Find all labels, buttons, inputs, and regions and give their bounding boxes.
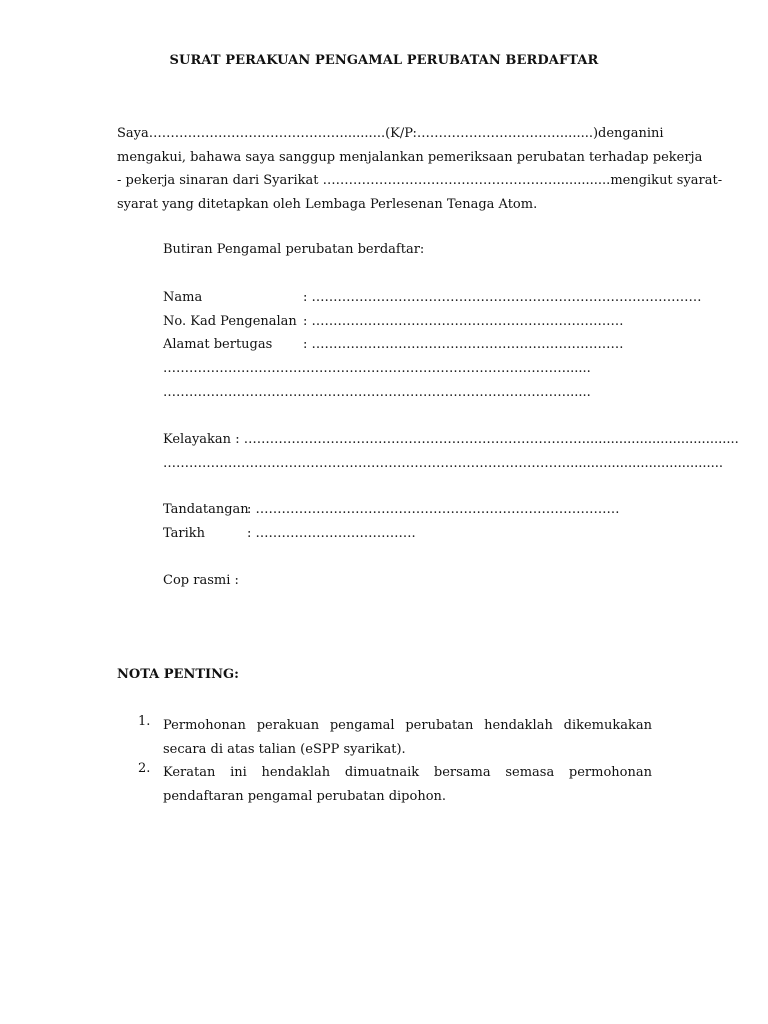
alamat-line-2: …………………………………………………………………………………...... [163,361,591,376]
note-1-text: Permohonan perakuan pengamal perubatan hendaklah dikemukakan secara di atas talian (eSPP syarikat). [163,718,652,757]
nama-blank: : ……………………………………………………………………………… [303,290,702,305]
intro-line-3: - pekerja sinaran dari Syarikat ……………………………………………….............mengikut syarat- [117,173,723,188]
tarikh-blank: : ………………………………. [247,526,416,541]
field-ic [163,314,624,329]
field-tarikh [163,526,416,541]
field-tandatangan [163,502,620,517]
intro-paragraph [117,122,723,216]
tandatangan-blank: : ………………………………………………………………………… [247,502,620,517]
intro-line-4: syarat yang ditetapkan oleh Lembaga Perlesenan Tenaga Atom. [117,196,538,212]
intro-line-1 [117,122,664,146]
kelayakan-line-2: …………………………………………………………………………………...................................... [163,456,724,471]
intro-name-kp-blank: ………………………………………..........(K/P:……………………………........) [148,126,599,141]
tandatangan-label: Tandatangan [163,502,249,517]
document-title: SURAT PERAKUAN PENGAMAL PERUBATAN BERDAFTAR [169,53,599,68]
kelayakan-label: Kelayakan : [163,432,240,447]
note-2-number: 2. [138,761,151,776]
notes-heading: NOTA PENTING: [117,667,239,682]
field-alamat [163,337,624,352]
alamat-blank: : ……………………………………………………………… [303,337,624,352]
intro-word-ini: ini [646,126,664,141]
note-1-number: 1. [138,714,151,729]
nama-label: Nama [163,290,203,305]
ic-blank: : ……………………………………………………………… [303,314,624,329]
field-nama [163,290,702,305]
details-heading: Butiran Pengamal perubatan berdaftar: [163,242,425,257]
intro-word-saya: Saya [117,126,149,141]
ic-label: No. Kad Pengenalan [163,314,297,329]
alamat-line-3: …………………………………………………………………………………...... [163,385,591,400]
alamat-label: Alamat bertugas [163,337,273,352]
intro-line-2: mengakui, bahawa saya sanggup menjalankan pemeriksaan perubatan terhadap pekerja [117,149,703,165]
field-kelayakan [163,432,739,447]
intro-word-dengan: dengan [598,126,647,141]
kelayakan-blank: ……………………………………………………………………...................................... [243,432,739,447]
tarikh-label: Tarikh [163,526,206,541]
cop-rasmi-label: Cop rasmi : [163,573,239,588]
note-2-text: Keratan ini hendaklah dimuatnaik bersama semasa permohonan pendaftaran pengamal perubatan dipohon. [163,765,652,804]
